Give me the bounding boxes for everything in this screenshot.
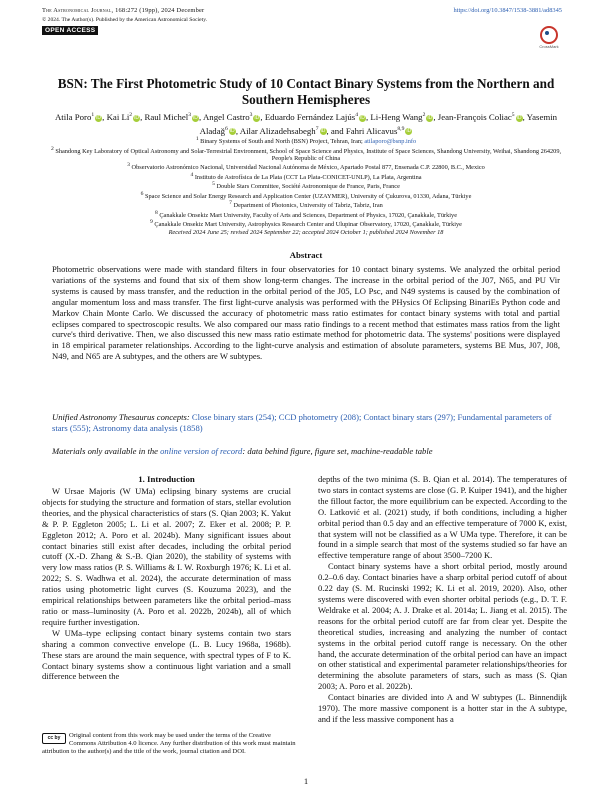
affiliation-item bbox=[42, 200, 570, 210]
crossmark-label: CrossMark bbox=[539, 44, 559, 49]
affiliation-item bbox=[42, 146, 570, 163]
affiliation-number: 4 bbox=[190, 171, 194, 178]
online-version-link[interactable]: online version of record bbox=[160, 446, 243, 456]
orcid-icon[interactable]: iD bbox=[134, 114, 139, 121]
author-name: Yasemin Aladağ bbox=[199, 111, 558, 136]
affiliation-number: 3 bbox=[127, 162, 130, 169]
affiliation-item bbox=[42, 191, 570, 201]
affiliation-text: Shandong Key Laboratory of Optical Astronomy and Solar-Terrestrial Environment, School of Space Science and Physics, Institute of Space Sciences, Shandong University, Weihai, Shandong 264209, People's Republic of China bbox=[53, 147, 562, 162]
author-affil-marker: 1 bbox=[91, 112, 95, 118]
running-header bbox=[42, 7, 204, 14]
orcid-icon[interactable]: iD bbox=[193, 114, 198, 121]
orcid-icon[interactable]: iD bbox=[320, 128, 326, 135]
affiliations bbox=[42, 136, 570, 236]
affiliation-item bbox=[42, 136, 570, 146]
journal-citation: , 168:272 (19pp), 2024 December bbox=[111, 7, 205, 14]
affiliation-text: Çanakkale Onsekiz Mart University, Astrophysics Research Center and Ulupinar Observatory, 17020, Çanakkale, Türkiye bbox=[152, 221, 462, 229]
journal-name: The Astronomical Journal bbox=[42, 7, 112, 14]
affiliation-number: 9 bbox=[150, 219, 153, 226]
author-affil-marker: 8,9 bbox=[397, 125, 405, 132]
affiliation-number: 7 bbox=[229, 200, 232, 207]
author-affil-marker: 2 bbox=[422, 112, 426, 118]
abstract-text: Photometric observations were made with standard filters in four observatories for 10 contact binary systems. We analyzed the orbital period variations of the systems and found that six of them show long-term changes. The increase in the orbital period of the J07, N65, and PU Vir systems is caused by mass transfer, and the reduction in the orbital period of the J05, LO Psc, and N49 systems is caused by the combination of angular momentum loss and mass transfer. The first light-curve analysis was performed with the PHysics Of Eclipsing BinariEs Python code and Markov Chain Monte Carlo. We discussed the accuracy of photometric mass ratio estimates for contact binary systems with total and partial eclipses compared to spectroscopic results. We also compared our mass ratio findings to a recent method that estimates mass ratios from the light curve's third derivative. Then, we also discussed this new mass ratio estimate method for photometric data. The systems' positions were displayed in 18 empirical parameter relationships. According to the light-curve analysis and estimation of absolute parameters, systems BE Mus, J07, J08, N49, and N65 are A subtypes, and the others are W subtypes. bbox=[52, 264, 560, 362]
author-list: Atila Poro$^1$ iD, Kai Li$^2$ iD, Raul Michel$^3$ iD, Angel Castro$^3$ iD, Eduardo Fernández Lajús$^4$ iD, Li-Heng Wang$^2$ iD, Jean-François Coliac$^5$ iD, Yasemin Aladağ$^6$ iD, Ailar Alizadehsabegh$^7$ iD, and Fahri Alicavus$^{8,9}$ iD bbox=[54, 111, 558, 136]
author-name: Ailar Alizadehsabegh bbox=[239, 125, 316, 136]
affiliation-text: Binary Systems of South and North (BSN) Project, Tehran, Iran; bbox=[198, 138, 365, 146]
paragraph: Contact binaries are divided into A and W subtypes (L. Binnendijk 1970). The more massive component is a hotter star in the A subtype, and if the less massive component has a bbox=[318, 692, 567, 724]
right-column bbox=[318, 474, 567, 725]
affiliation-text: Instituto de Astrofísica de La Plata (CCT La Plata-CONICET-UNLP), La Plata, Argentina bbox=[193, 174, 422, 181]
section-heading-introduction: 1. Introduction bbox=[138, 474, 195, 484]
license-note bbox=[42, 732, 296, 756]
crossmark-badge[interactable] bbox=[538, 26, 560, 49]
crossmark-icon bbox=[540, 26, 558, 44]
author-name: Kai Li bbox=[106, 111, 130, 122]
affiliation-item bbox=[42, 181, 570, 191]
paragraph: W Ursae Majoris (W UMa) eclipsing binary systems are crucial objects for studying the structure and formation of stars, stellar evolution theories, and the physical characteristics of stars (S. Qian 2003; K. Yakut & P. P. Eggleton 2005; L. Li et al. 2007; Z. Eker et al. 2008; P. P. Eggleton 2012; A. Poro et al. 2024b). Many significant issues about contact binaries still exist after decades, including the orbital period cutoff (X.-D. Zhang & S.-B. Qian 2020), the stability of systems with very low mass ratios (P. S. Williams & I. W. Roxburgh 1976; K. Li et al. 2022; S. S. Wadhwa et al. 2024), the accurate determination of mass ratios using photometric light curves (S. Kouzuma 2023), and the empirical relationships between parameters like the orbital period–mass ratio or mass–luminosity (A. Poro et al. 2022b, 2024b), all of which require further investigation. bbox=[42, 486, 291, 627]
copyright-line: © 2024. The Author(s). Published by the American Astronomical Society. bbox=[42, 17, 208, 23]
author-name: Fahri Alicavus bbox=[345, 125, 398, 136]
affiliation-item bbox=[42, 219, 570, 229]
author-name: Angel Castro bbox=[202, 111, 250, 122]
author-affil-marker: 3 bbox=[249, 112, 253, 118]
paragraph: depths of the two minima (S. B. Qian et al. 2014). The temperatures of two stars in contact systems are close (G. P. Kuiper 1941), and the higher the fillout factor, the more equilibrium can be expected. According to the O. Latković et al. (2021) study, if both conditions, including a higher orbital period than 0.5 day and an effective temperature of 7000 K, exist, that system will not be classified as a W UMa type. Therefore, it can be found in a simple search that most of the systems studied so far have an effective temperature range of about 3500–7200 K. bbox=[318, 474, 567, 561]
author-name: Jean-François Coliac bbox=[437, 111, 512, 122]
author-affil-marker: 4 bbox=[355, 112, 358, 118]
left-column bbox=[42, 486, 291, 682]
affiliation-number: 1 bbox=[195, 136, 199, 142]
affiliation-item bbox=[42, 172, 570, 182]
author-affil-marker: 5 bbox=[511, 112, 515, 118]
orcid-icon[interactable]: iD bbox=[229, 128, 235, 135]
keywords-links[interactable]: Close binary stars (254); CCD photometry (208); Contact binary stars (297); Fundamental parameters of stars (555); Astronomy data analysis (1858) bbox=[52, 412, 552, 433]
affiliation-text: Double Stars Committee, Société Astronomique de France, Paris, France bbox=[214, 183, 400, 191]
author-name: Raul Michel bbox=[144, 111, 189, 122]
author-affil-marker: 6 bbox=[225, 125, 228, 132]
orcid-icon[interactable]: iD bbox=[427, 114, 433, 121]
affiliation-text: Çanakkale Onsekiz Mart University, Faculty of Arts and Sciences, Department of Physics, 17020, Çanakkale, Türkiye bbox=[157, 212, 457, 219]
affiliation-item bbox=[42, 210, 570, 220]
author-name: Atila Poro bbox=[54, 111, 92, 122]
cc-by-license-icon[interactable]: cc by bbox=[42, 733, 66, 744]
affiliation-number: 2 bbox=[50, 145, 54, 152]
affiliation-number: 8 bbox=[154, 209, 158, 216]
received-dates: Received 2024 June 25; revised 2024 September 22; accepted 2024 October 1; published 2024 November 18 bbox=[168, 228, 444, 236]
paragraph: Contact binary systems have a short orbital period, mostly around 0.2–0.6 day. Contact binaries have a sharp orbital period cutoff of about 0.22 day (S. M. Rucinski 1992; K. Li et al. 2019, 2020). Also, other systems were discovered with even shorter orbital periods (e.g., D. T. F. Weldrake et al. 2004; A. J. Drake et al. 2014a; L. Jiang et al. 2015). The reasons for the orbital period cutoff are far from clear yet. Despite the theoretical studies, increasing and analyzing the number of contact systems in the orbital period cutoff range is necessary. On the other hand, the accurate determination of the orbital period can have an impact on other statistical and experimental parameter relationships/theories for determining the absolute parameters of stars, such as mass (S. Qian 2003; A. Poro et al. 2022b). bbox=[318, 561, 567, 692]
author-affil-marker: 3 bbox=[188, 112, 192, 118]
license-text: Original content from this work may be used under the terms of the Creative Commons Attribution 4.0 licence. Any further distribution of this work must maintain attribution to the author(s) and the title of the work, journal citation and DOI. bbox=[42, 732, 296, 755]
keywords-prefix: Unified Astronomy Thesaurus concepts: bbox=[52, 412, 192, 422]
affiliation-text: Department of Photonics, University of Tabriz, Tabriz, Iran bbox=[231, 202, 383, 210]
author-name: Li-Heng Wang bbox=[370, 111, 423, 122]
author-affil-marker: 2 bbox=[129, 112, 133, 118]
materials-suffix: : data behind figure, figure set, machine-readable table bbox=[242, 446, 433, 456]
uat-keywords bbox=[52, 412, 560, 434]
affiliation-text: Space Science and Solar Energy Research and Application Center (UZAYMER), University of Çukurova, 01330, Adana, Türkiye bbox=[143, 193, 472, 200]
orcid-icon[interactable]: iD bbox=[516, 114, 522, 121]
email-link[interactable]: atilaporo@bsnp.info bbox=[364, 138, 417, 146]
orcid-icon[interactable]: iD bbox=[254, 114, 260, 121]
affiliation-number: 5 bbox=[212, 181, 215, 188]
orcid-icon[interactable]: iD bbox=[360, 114, 365, 121]
affiliation-item bbox=[42, 162, 570, 172]
doi-link[interactable]: https://doi.org/10.3847/1538-3881/ad8345 bbox=[453, 7, 562, 14]
abstract-heading: Abstract bbox=[289, 250, 323, 260]
page-number: 1 bbox=[303, 776, 309, 786]
paragraph: W UMa–type eclipsing contact binary systems contain two stars sharing a common convective envelope (L. B. Lucy 1968a, 1968b). These stars are around the main sequence, with spectral types of F to K. Contact binary systems show a continuous light variation and a small difference between the bbox=[42, 627, 291, 682]
author-name: Eduardo Fernández Lajús bbox=[264, 111, 356, 122]
affiliation-number: 6 bbox=[140, 190, 144, 197]
orcid-icon[interactable]: iD bbox=[406, 128, 412, 135]
affiliation-text: Observatorio Astronómico Nacional, Universidad Nacional Autónoma de México, Apartado Postal 877, Ensenada C.P. 22800, B.C., Mexico bbox=[129, 164, 485, 172]
materials-note bbox=[52, 446, 560, 457]
open-access-badge: OPEN ACCESS bbox=[42, 26, 98, 35]
paper-title: BSN: The First Photometric Study of 10 Contact Binary Systems from the Northern and Southern Hemispheres bbox=[57, 76, 555, 107]
author-affil-marker: 7 bbox=[315, 125, 319, 132]
orcid-icon[interactable]: iD bbox=[96, 114, 102, 121]
materials-prefix: Materials only available in the bbox=[52, 446, 161, 456]
